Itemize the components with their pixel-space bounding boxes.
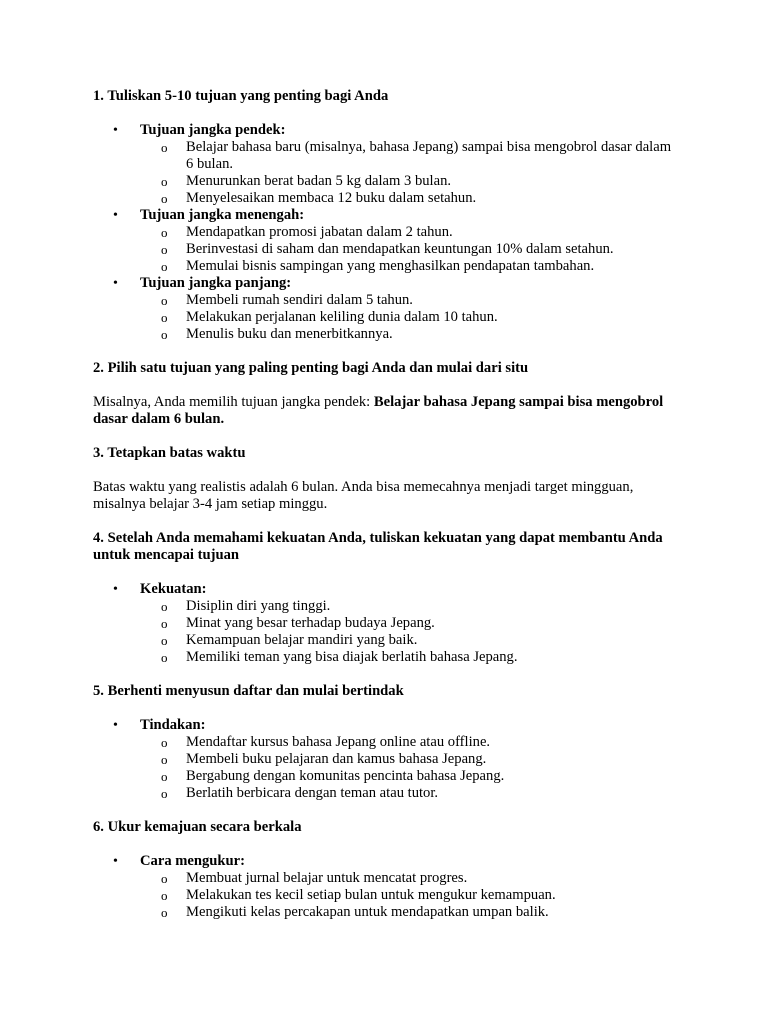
group-label: Tindakan: — [140, 717, 206, 733]
sub-list-item — [140, 785, 673, 802]
sub-list-item — [140, 139, 673, 173]
sub-list-item — [140, 326, 673, 343]
sub-list-item — [140, 241, 673, 258]
section-6-list — [93, 853, 673, 921]
list-item — [93, 853, 673, 921]
sub-list-item-text: Berinvestasi di saham dan mendapatkan keuntungan 10% dalam setahun. — [186, 241, 614, 257]
section-5-heading: 5. Berhenti menyusun daftar dan mulai bertindak — [93, 683, 404, 699]
group-label: Tujuan jangka menengah: — [140, 207, 305, 223]
sub-list-item — [140, 190, 673, 207]
group-label: Kekuatan: — [140, 581, 207, 597]
sub-bullet-glyph: o — [161, 174, 168, 189]
group-label: Cara mengukur: — [140, 853, 245, 869]
sub-bullet-glyph: o — [161, 888, 168, 903]
sub-list-item-text: Berlatih berbicara dengan teman atau tutor. — [186, 785, 439, 801]
paragraph-text: Misalnya, Anda memilih tujuan jangka pendek: — [93, 394, 374, 410]
sub-bullet-glyph: o — [161, 616, 168, 631]
sub-list-item-text: Minat yang besar terhadap budaya Jepang. — [186, 615, 435, 631]
section-5-list — [93, 717, 673, 802]
sub-list-item — [140, 649, 673, 666]
list-item — [93, 207, 673, 275]
section-6-heading: 6. Ukur kemajuan secara berkala — [93, 819, 302, 835]
bullet-glyph: • — [113, 276, 118, 291]
bullet-glyph: • — [113, 123, 118, 138]
section-3-paragraph: Batas waktu yang realistis adalah 6 bulan. Anda bisa memecahnya menjadi target mingguan, misalnya belajar 3-4 jam setiap minggu. — [93, 479, 634, 512]
sub-list-item-text: Mendapatkan promosi jabatan dalam 2 tahun. — [186, 224, 453, 240]
sub-list-item — [140, 173, 673, 190]
sub-list — [140, 224, 673, 275]
sub-bullet-glyph: o — [161, 786, 168, 801]
list-item — [93, 275, 673, 343]
sub-bullet-glyph: o — [161, 905, 168, 920]
group-label: Tujuan jangka pendek: — [140, 122, 286, 138]
sub-list-item — [140, 224, 673, 241]
sub-list-item — [140, 632, 673, 649]
list-item — [93, 122, 673, 207]
sub-list-item-text: Memulai bisnis sampingan yang menghasilkan pendapatan tambahan. — [186, 258, 595, 274]
sub-list-item — [140, 751, 673, 768]
sub-list-item-text: Membeli rumah sendiri dalam 5 tahun. — [186, 292, 413, 308]
sub-bullet-glyph: o — [161, 242, 168, 257]
sub-bullet-glyph: o — [161, 599, 168, 614]
sub-bullet-glyph: o — [161, 871, 168, 886]
paragraph-bold-text: Belajar bahasa Jepang sampai bisa mengobrol dasar dalam 6 bulan. — [93, 394, 664, 427]
section-1-list — [93, 122, 673, 343]
sub-list-item — [140, 904, 673, 921]
bullet-glyph: • — [113, 208, 118, 223]
sub-list — [140, 292, 673, 343]
sub-list-item-text: Melakukan perjalanan keliling dunia dalam 10 tahun. — [186, 309, 498, 325]
sub-list-item — [140, 734, 673, 751]
section-2-paragraph — [93, 394, 673, 428]
sub-bullet-glyph: o — [161, 310, 168, 325]
list-item — [93, 581, 673, 666]
sub-list-item-text: Mendaftar kursus bahasa Jepang online atau offline. — [186, 734, 491, 750]
sub-list — [140, 734, 673, 802]
sub-bullet-glyph: o — [161, 769, 168, 784]
sub-bullet-glyph: o — [161, 191, 168, 206]
bullet-glyph: • — [113, 718, 118, 733]
section-2-heading: 2. Pilih satu tujuan yang paling penting bagi Anda dan mulai dari situ — [93, 360, 529, 376]
sub-list — [140, 598, 673, 666]
sub-list-item — [140, 309, 673, 326]
sub-bullet-glyph: o — [161, 752, 168, 767]
sub-list-item-text: Memiliki teman yang bisa diajak berlatih bahasa Jepang. — [186, 649, 518, 665]
sub-list-item-text: Menyelesaikan membaca 12 buku dalam setahun. — [186, 190, 477, 206]
list-item — [93, 717, 673, 802]
sub-bullet-glyph: o — [161, 293, 168, 308]
sub-list-item-text: Kemampuan belajar mandiri yang baik. — [186, 632, 418, 648]
bullet-glyph: • — [113, 582, 118, 597]
sub-bullet-glyph: o — [161, 633, 168, 648]
sub-bullet-glyph: o — [161, 650, 168, 665]
sub-bullet-glyph: o — [161, 140, 168, 155]
section-3-heading: 3. Tetapkan batas waktu — [93, 445, 246, 461]
sub-list-item-text: Membeli buku pelajaran dan kamus bahasa Jepang. — [186, 751, 487, 767]
sub-list — [140, 139, 673, 207]
sub-list-item-text: Menurunkan berat badan 5 kg dalam 3 bulan. — [186, 173, 452, 189]
sub-list-item — [140, 870, 673, 887]
sub-list — [140, 870, 673, 921]
sub-list-item-text: Menulis buku dan menerbitkannya. — [186, 326, 393, 342]
sub-list-item — [140, 615, 673, 632]
sub-list-item-text: Membuat jurnal belajar untuk mencatat progres. — [186, 870, 468, 886]
sub-bullet-glyph: o — [161, 225, 168, 240]
sub-list-item-text: Mengikuti kelas percakapan untuk mendapatkan umpan balik. — [186, 904, 549, 920]
document-page — [93, 88, 673, 938]
bullet-glyph: • — [113, 854, 118, 869]
sub-bullet-glyph: o — [161, 259, 168, 274]
sub-list-item — [140, 292, 673, 309]
sub-bullet-glyph: o — [161, 735, 168, 750]
section-4-list — [93, 581, 673, 666]
sub-list-item — [140, 598, 673, 615]
sub-list-item — [140, 887, 673, 904]
section-4-heading: 4. Setelah Anda memahami kekuatan Anda, tuliskan kekuatan yang dapat membantu Anda untuk mencapai tujuan — [93, 530, 663, 563]
sub-bullet-glyph: o — [161, 327, 168, 342]
sub-list-item-text: Melakukan tes kecil setiap bulan untuk mengukur kemampuan. — [186, 887, 556, 903]
sub-list-item — [140, 768, 673, 785]
group-label: Tujuan jangka panjang: — [140, 275, 292, 291]
sub-list-item-text: Bergabung dengan komunitas pencinta bahasa Jepang. — [186, 768, 505, 784]
section-1-heading: 1. Tuliskan 5-10 tujuan yang penting bagi Anda — [93, 88, 389, 104]
sub-list-item-text: Disiplin diri yang tinggi. — [186, 598, 331, 614]
sub-list-item — [140, 258, 673, 275]
sub-list-item-text: Belajar bahasa baru (misalnya, bahasa Jepang) sampai bisa mengobrol dasar dalam 6 bulan. — [186, 139, 672, 172]
